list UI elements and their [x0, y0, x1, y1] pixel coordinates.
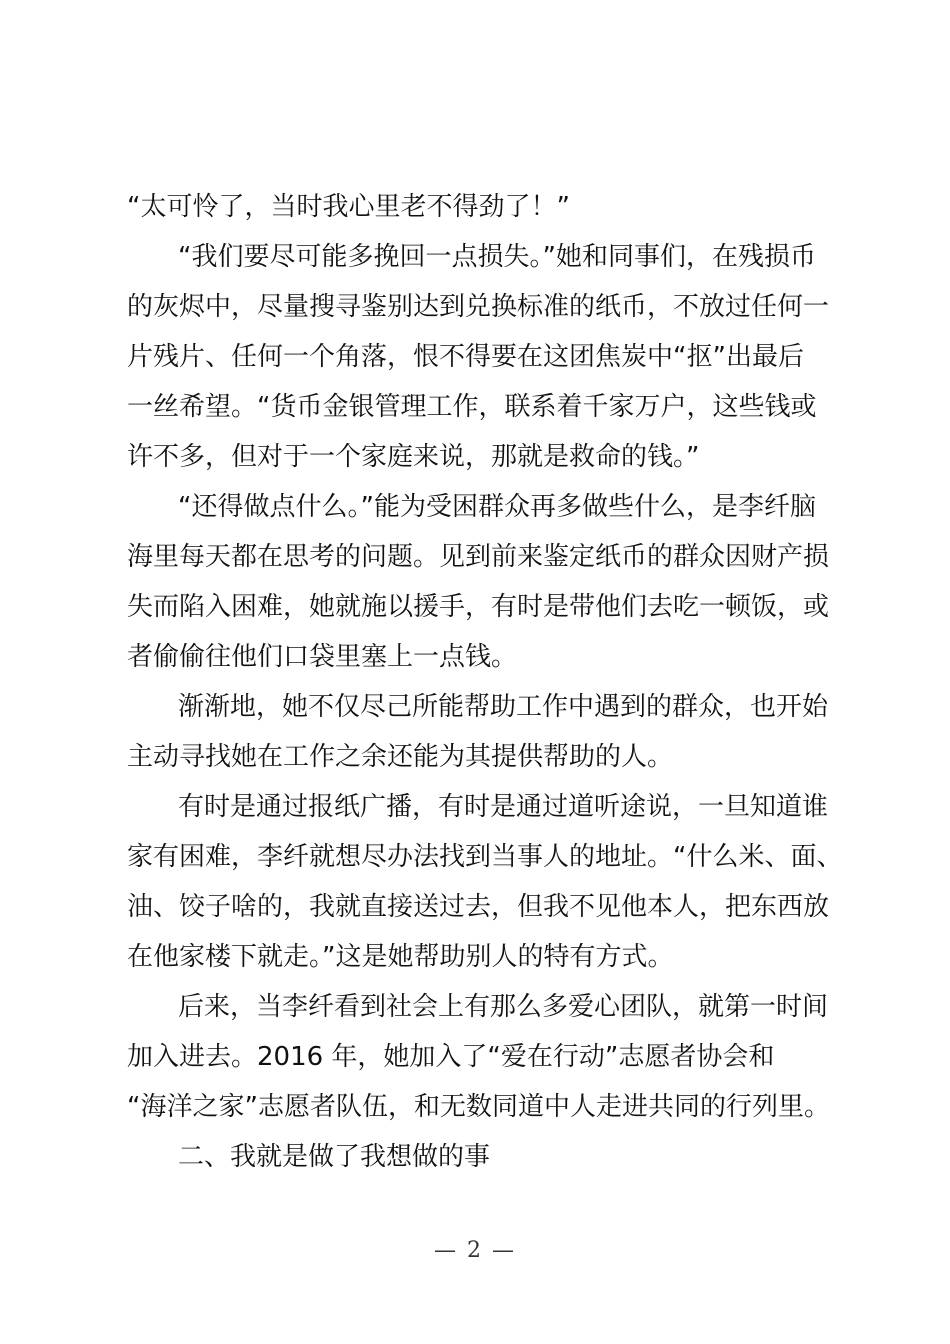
page-number: — 2 — [434, 1238, 516, 1263]
paragraph-start-line: “我们要尽可能多挽回一点损失。”她和同事们，在残损币 [178, 242, 816, 272]
text-line: 许不多，但对于一个家庭来说，那就是救命的钱。” [127, 442, 700, 472]
text-line: “太可怜了，当时我心里老不得劲了！” [127, 192, 570, 222]
paragraph-start-line: 渐渐地，她不仅尽己所能帮助工作中遇到的群众，也开始 [178, 692, 829, 722]
text-line: 在他家楼下就走。”这是她帮助别人的特有方式。 [127, 942, 674, 972]
text-line: 者偷偷往他们口袋里塞上一点钱。 [127, 642, 518, 672]
paragraph-start-line: 后来，当李纤看到社会上有那么多爱心团队，就第一时间 [178, 992, 829, 1022]
text-line: 油、饺子啥的，我就直接送过去，但我不见他本人，把东西放 [127, 892, 830, 922]
text-line: 海里每天都在思考的问题。见到前来鉴定纸币的群众因财产损 [127, 542, 830, 572]
paragraph-start-line: “还得做点什么。”能为受困群众再多做些什么，是李纤脑 [178, 492, 816, 522]
text-line: “海洋之家”志愿者队伍，和无数同道中人走进共同的行列里。 [127, 1092, 830, 1122]
text-line: 一丝希望。“货币金银管理工作，联系着千家万户，这些钱或 [127, 392, 817, 422]
text-line: 失而陷入困难，她就施以援手，有时是带他们去吃一顿饭，或 [127, 592, 830, 622]
section-heading: 二、我就是做了我想做的事 [178, 1142, 491, 1172]
paragraph-start-line: 有时是通过报纸广播，有时是通过道听途说，一旦知道谁 [178, 792, 829, 822]
text-line: 的灰烬中，尽量搜寻鉴别达到兑换标准的纸币，不放过任何一 [127, 292, 830, 322]
text-line: 加入进去。2016 年，她加入了“爱在行动”志愿者协会和 [127, 1042, 775, 1072]
text-line: 主动寻找她在工作之余还能为其提供帮助的人。 [127, 742, 674, 772]
text-line: 片残片、任何一个角落，恨不得要在这团焦炭中“抠”出最后 [127, 342, 804, 372]
text-line: 家有困难，李纤就想尽办法找到当事人的地址。“什么米、面、 [127, 842, 843, 872]
